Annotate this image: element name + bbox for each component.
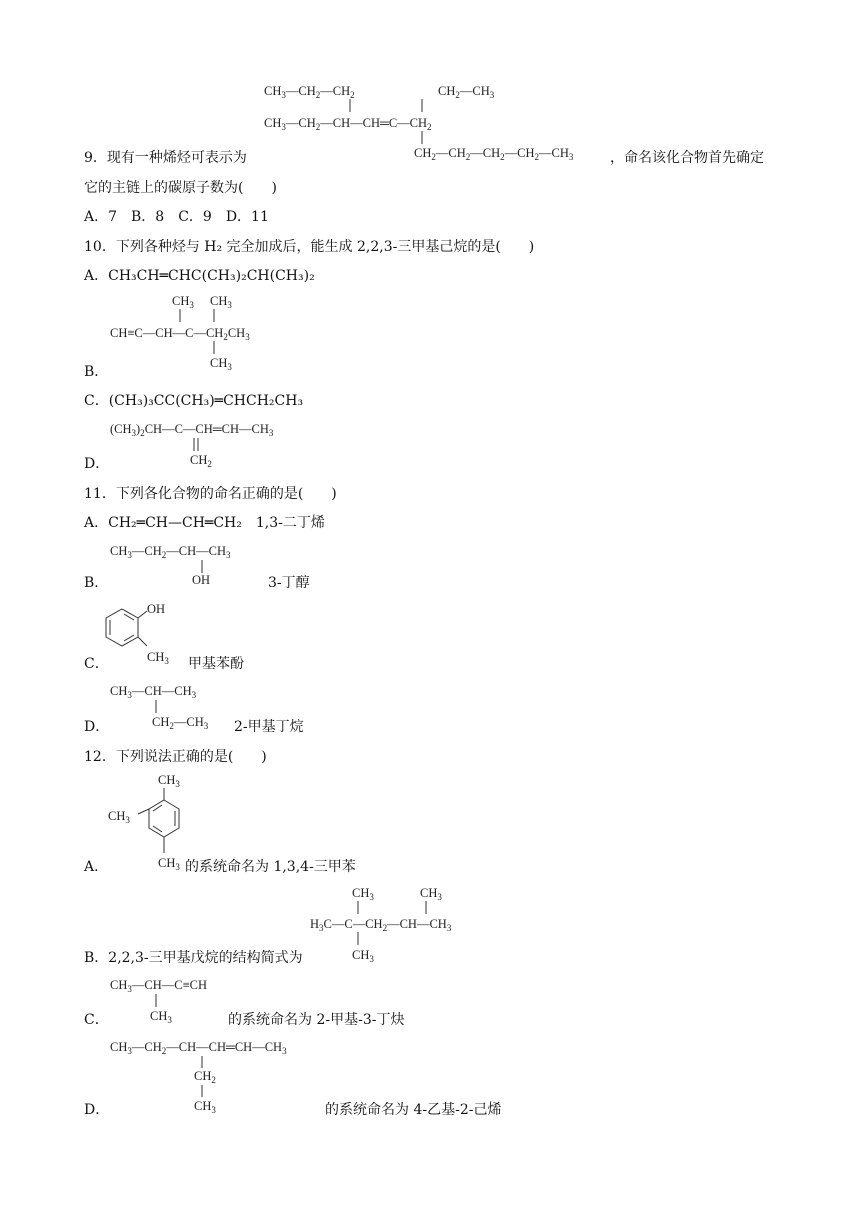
svg-text:CH3: $CH_3$ [150,1009,172,1025]
q11-option-d-name: 2-甲基丁烷 [234,719,304,735]
svg-text:CH3: $CH_3$ [352,886,374,902]
svg-text:CH3—CH2—CH2: $CH_3—CH_2—CH_2$ [264,84,355,100]
svg-text:CH3: $CH_3$ [147,650,169,666]
svg-text:(CH3)2CH—C—CH═CH—CH3: $(CH_3)_2CH—C—CH═CH—CH_3$ [110,422,274,438]
svg-text:CH3: $CH_3$ [210,356,232,372]
q12-option-a-text: 的系统命名为 1,3,4-三甲苯 [185,859,356,875]
svg-text:CH3: $CH_3$ [194,1099,216,1115]
q12-option-b-structure [308,880,508,964]
svg-text:CH3—CH—CH3: $CH_3—CH—CH_3$ [110,684,197,700]
svg-text:CH3: $CH_3$ [420,886,442,902]
q11-stem: 11．下列各化合物的命名正确的是( ) [84,486,337,502]
svg-text:CH3: $CH_3$ [210,294,232,310]
q12-option-d-text: 的系统命名为 4-乙基-2-己烯 [325,1102,502,1118]
q12-option-c-text: 的系统命名为 2-甲基-3-丁炔 [228,1012,405,1028]
q9-structure [262,82,622,162]
q10-stem: 10．下列各种烃与 H₂ 完全加成后，能生成 2,2,3-三甲基己烷的是( ) [84,239,535,255]
svg-text:CH3—CH2—CH—CH═CH—CH3: $CH_3—CH_2—CH—CH═CH—CH_3$ [110,1040,287,1056]
q12-option-d-structure [108,1036,338,1118]
svg-text:CH3: $CH_3$ [158,856,180,872]
q9-stem-before: 9．现有一种烯烃可表示为 [84,150,247,166]
q11-option-c-name: 甲基苯酚 [188,656,244,672]
q9-stem-line2: 它的主链上的碳原子数为( ) [84,180,277,196]
q11-option-a: A．CH₂═CH—CH═CH₂ 1,3-二丁烯 [84,515,325,531]
svg-text:CH3: $CH_3$ [108,809,130,825]
q10-option-a: A．CH₃CH═CHC(CH₃)₂CH(CH₃)₂ [84,268,315,284]
svg-text:CH3—CH—C≡CH: $CH_3—CH—C\equiv CH$ [110,978,207,994]
svg-text:OH: OH [192,573,211,587]
q9-stem-after: ，命名该化合物首先确定 [610,150,764,166]
q10-option-d-structure [108,418,328,468]
svg-text:CH3: $CH_3$ [158,773,180,789]
q10-option-b-label: B． [84,364,109,380]
svg-text:CH2—CH3: $CH_2—CH_3$ [438,84,495,100]
q12-option-c-label: C． [84,1012,109,1028]
q12-option-a-label: A． [84,859,109,875]
svg-text:CH2—CH3: $CH_2—CH_3$ [152,715,209,731]
q12-option-b-text: B．2,2,3-三甲基戊烷的结构简式为 [84,950,303,966]
q12-stem: 12．下列说法正确的是( ) [84,749,267,765]
q11-option-c-label: C． [84,656,109,672]
q10-option-c: C．(CH₃)₃CC(CH₃)═CHCH₂CH₃ [84,393,304,409]
q12-option-c-structure [108,974,248,1024]
svg-text:CH2: $CH_2$ [194,1069,216,1085]
q11-option-c-structure [100,598,190,673]
svg-text:CH≡C—CH—C—CH2CH3: $CH\equiv C—CH—C—CH_2CH_3$ [110,326,250,342]
q10-option-b-structure [108,292,308,372]
q10-option-d-label: D． [84,456,110,472]
q9-options: A．7 B．8 C．9 D．11 [84,209,269,225]
svg-text:CH3—CH2—CH—CH═C—CH2: $CH_3—CH_2—CH—CH═C—CH_2$ [264,116,432,132]
q11-option-d-label: D． [84,719,110,735]
q11-option-b-structure [108,540,278,590]
q12-option-d-label: D． [84,1102,110,1118]
q12-option-a-structure [104,770,194,870]
q11-option-b-label: B． [84,575,109,591]
svg-text:CH2: $CH_2$ [190,453,212,469]
svg-text:H3C—C—CH2—CH—CH3: $H_3C—C—CH_2—CH—CH_3$ [310,917,452,933]
svg-text:CH3: $CH_3$ [172,294,194,310]
svg-text:CH3—CH2—CH—CH3: $CH_3—CH_2—CH—CH_3$ [110,544,231,560]
svg-text:CH2—CH2—CH2—CH2—CH3: $CH_2—CH_2—CH_2—CH_2—CH_3$ [414,146,574,162]
svg-text:CH3: $CH_3$ [352,948,374,964]
q11-option-b-name: 3-丁醇 [268,575,310,591]
svg-text:OH: OH [147,602,166,616]
